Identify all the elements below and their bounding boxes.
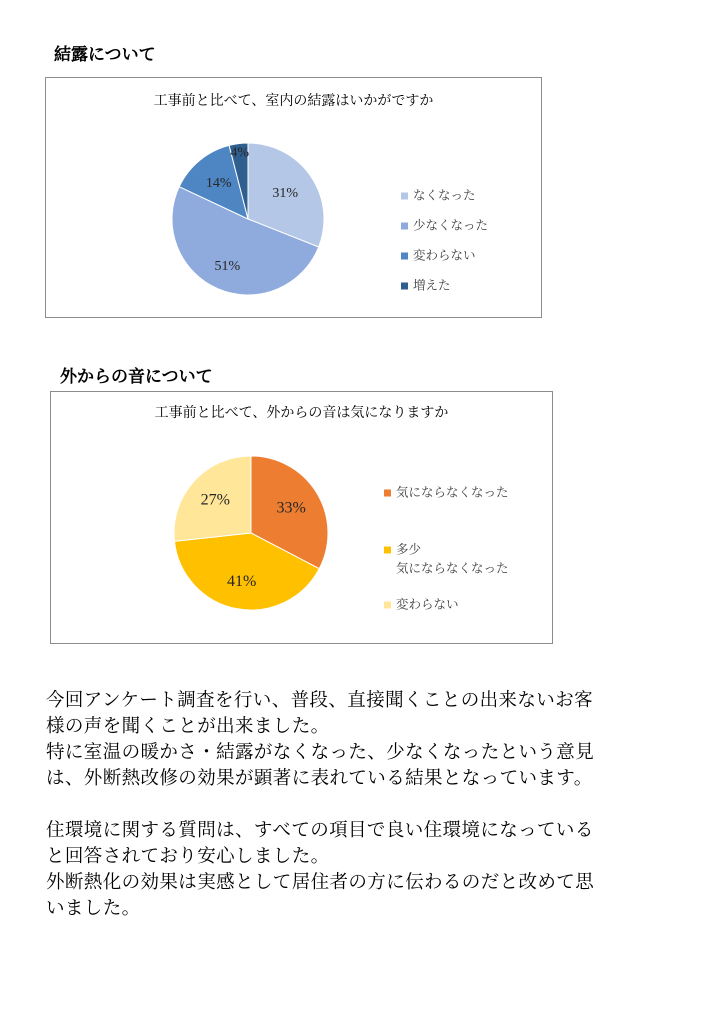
text-line: 今回アンケート調査を行い、普段、直接聞くことの出来ないお客 bbox=[46, 690, 593, 711]
legend-label: 気にならなくなった bbox=[396, 484, 509, 500]
pie-chart-svg bbox=[46, 78, 543, 319]
text-line: と回答されており安心しました。 bbox=[46, 846, 330, 867]
text-line: は、外断熱改修の効果が顕著に表れている結果となっています。 bbox=[46, 768, 593, 789]
chart-title: 工事前と比べて、室内の結露はいかがですか bbox=[153, 93, 434, 109]
slice-label: 31% bbox=[272, 185, 299, 201]
text-line: 様の声を聞くことが出来ました。 bbox=[46, 716, 330, 737]
slice-label: 51% bbox=[214, 258, 241, 274]
legend-swatch bbox=[401, 283, 408, 290]
legend-label: なくなった bbox=[413, 187, 476, 203]
legend-label: 気にならなくなった bbox=[396, 560, 509, 576]
slice-label: 4% bbox=[230, 145, 250, 161]
chart-title: 工事前と比べて、外からの音は気になりますか bbox=[154, 405, 449, 421]
slice-label: 27% bbox=[200, 491, 230, 509]
slice-label: 14% bbox=[205, 175, 232, 191]
legend-label: 変わらない bbox=[413, 247, 476, 263]
legend-label: 少なくなった bbox=[413, 217, 489, 233]
slice-label: 33% bbox=[276, 499, 306, 517]
legend-label: 多少 bbox=[396, 541, 422, 557]
text-line: 住環境に関する質問は、すべての項目で良い住環境になっている bbox=[46, 820, 594, 841]
slice-label: 41% bbox=[227, 572, 257, 590]
pie-chart-svg bbox=[51, 392, 554, 645]
legend-label: 増えた bbox=[413, 277, 451, 293]
legend-swatch bbox=[401, 193, 408, 200]
text-line: 外断熱化の効果は実感として居住者の方に伝わるのだと改めて思 bbox=[46, 872, 595, 893]
text-line: いました。 bbox=[46, 898, 141, 919]
section-heading-noise: 外からの音について bbox=[60, 367, 213, 387]
legend-swatch bbox=[401, 223, 408, 230]
legend-label: 変わらない bbox=[396, 596, 459, 612]
text-line: 特に室温の暖かさ・結露がなくなった、少なくなったという意見 bbox=[46, 742, 595, 763]
legend-swatch bbox=[384, 490, 391, 497]
section-heading-condensation: 結露について bbox=[54, 45, 156, 65]
legend-swatch bbox=[384, 547, 391, 554]
condensation-chart bbox=[45, 77, 542, 318]
legend-swatch bbox=[401, 253, 408, 260]
noise-chart bbox=[50, 391, 553, 644]
legend-swatch bbox=[384, 602, 391, 609]
summary-text bbox=[46, 688, 686, 922]
